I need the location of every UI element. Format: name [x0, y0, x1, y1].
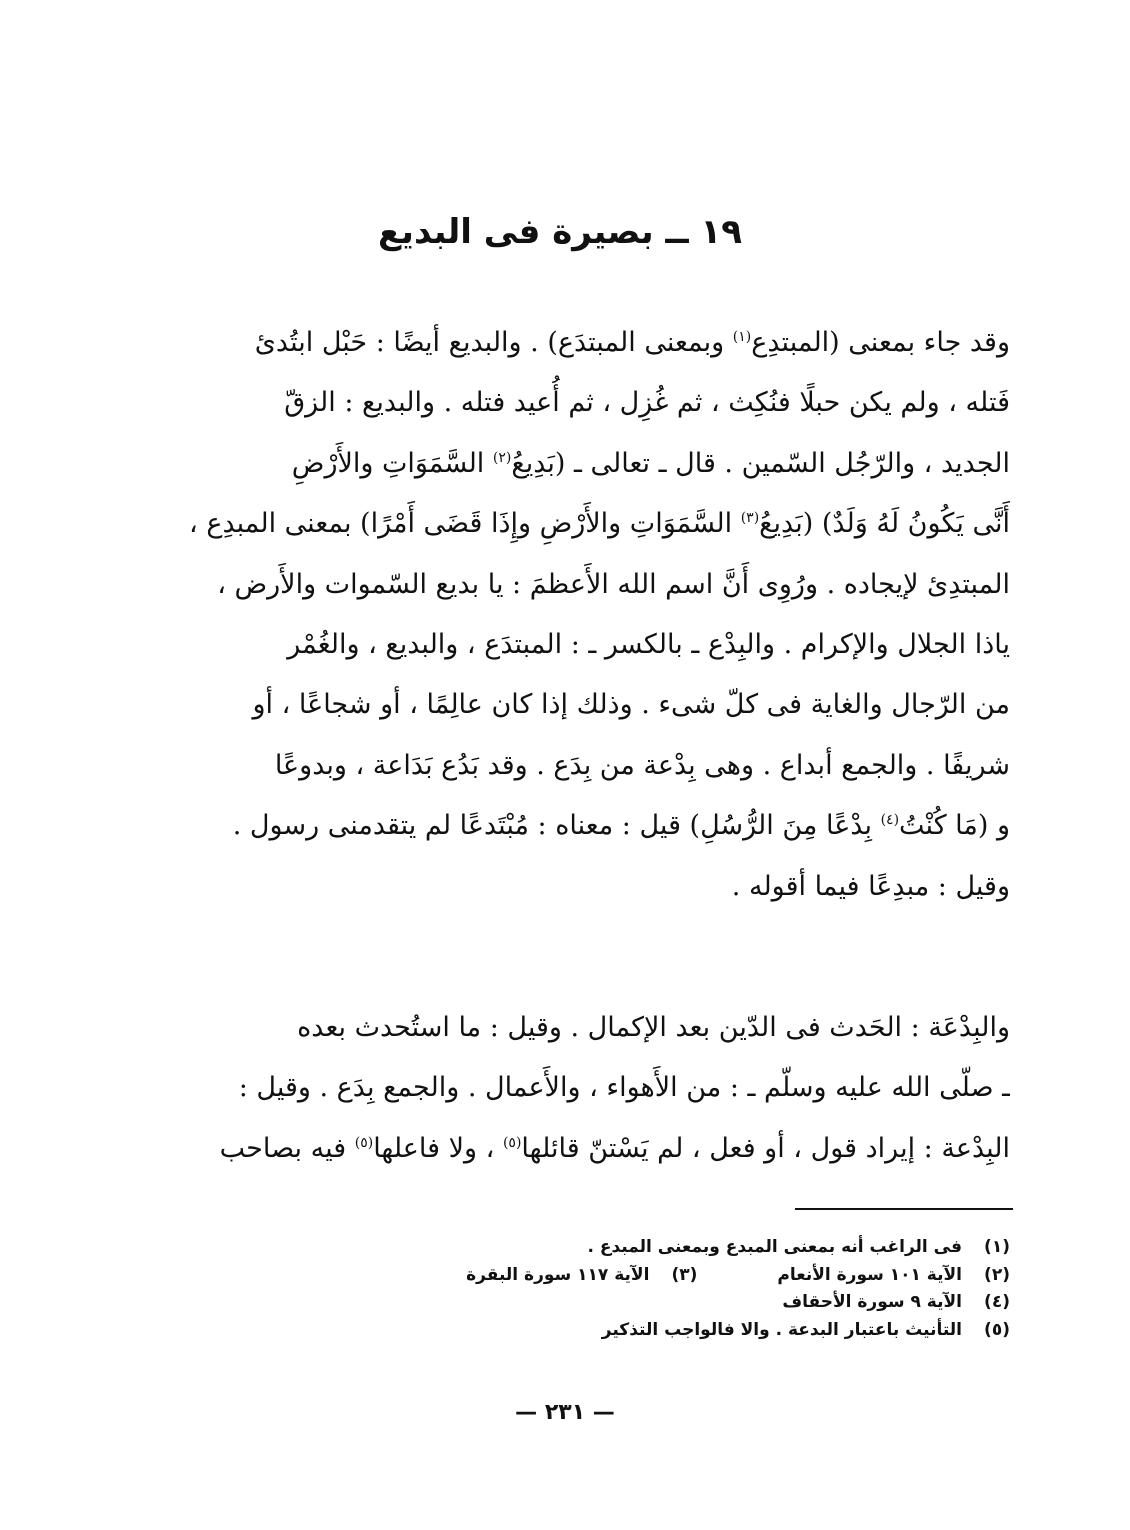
text-line: [158, 675, 1010, 735]
footnote: [290, 1289, 1010, 1317]
footnote-reference: (١): [732, 329, 752, 345]
text-segment: وقد جاء بمعنى (المبتدِع: [751, 327, 1010, 358]
text-segment: البِدْعة : إيراد قول ، أو فعل ، لم يَسْتنّ قائلها: [521, 1132, 1010, 1164]
text-line: [158, 857, 1010, 917]
text-segment: وبمعنى المبتدَع) . والبديع أيضًا : حَبْل ابتُدئ: [254, 327, 733, 358]
text-segment: فَتله ، ولم يكن حبلًا فنُكِث ، ثم غُزِل ، ثم أُعيد فتله . والبديع : الزقّ: [284, 387, 1010, 419]
footnote: [290, 1234, 1010, 1262]
footnote-number: (١): [984, 1237, 1010, 1257]
text-segment: المبتدِئ لإيجاده . ورُوِى أَنَّ اسم الله الأَعظمَ : يا بديع السّموات والأَرض ،: [217, 568, 1010, 600]
text-segment: أَنَّى يَكُونُ لَهُ وَلَدٌ) (بَدِيعُ: [759, 508, 1010, 540]
footnote-reference: (٥): [502, 1134, 522, 1151]
footnote-number: (٢): [984, 1264, 1010, 1285]
text-line: [158, 736, 1010, 796]
text-segment: الجديد ، والرّجُل السّمين . قال ـ تعالى ـ (بَدِيعُ: [511, 447, 1010, 479]
footnote-text: الآية ١١٧ سورة البقرة: [466, 1264, 650, 1285]
text-segment: ياذا الجلال والإكرام . والبِدْع ـ بالكسر ـ : المبتدَع ، والبديع ، والغُمْر: [287, 628, 1010, 660]
text-segment: من الرّجال والغاية فى كلّ شىء . وذلك إذا كان عالِمًا ، أو شجاعًا ، أو: [252, 689, 1010, 721]
text-segment: والبِدْعَة : الحَدث فى الدّين بعد الإكمال . وقيل : ما استُحدث بعده: [297, 1012, 1010, 1043]
text-segment: وقيل : مبدِعًا فيما أقوله .: [731, 870, 1010, 902]
paragraph-2: [158, 998, 1010, 1179]
text-line: [158, 796, 1010, 856]
footnote-text: فى الراغب أنه بمعنى المبدع وبمعنى المبدع .: [587, 1237, 962, 1257]
section-heading: ١٩ ــ بصيرة فى البديع: [377, 212, 743, 252]
footnote-text: التأنيث باعتبار البدعة . والا فالواجب التذكير: [601, 1319, 962, 1340]
text-line: [158, 373, 1010, 433]
footnote-text: الآية ١٠١ سورة الأنعام: [777, 1264, 962, 1285]
text-line: [158, 434, 1010, 494]
text-line: [158, 615, 1010, 675]
text-segment: السَّمَوَاتِ والأَرْضِ: [291, 447, 493, 479]
text-segment: بِدْعًا مِنَ الرُّسُلِ) قيل : معناه : مُبْتَدعًا لم يتقدمنى رسول .: [232, 810, 881, 842]
footnote: [290, 1262, 1010, 1290]
footnote-separator: [795, 1208, 1013, 1210]
footnote-number: (٥): [984, 1319, 1010, 1340]
footnotes: [290, 1234, 1010, 1344]
text-line: [158, 313, 1010, 373]
text-segment: شريفًا . والجمع أبداع . وهى بِدْعة من بِدَع . وقد بَدُع بَدَاعة ، وبدوعًا: [274, 749, 1010, 781]
text-line: [158, 1119, 1010, 1179]
footnote-number: (٣): [671, 1264, 698, 1285]
footnote-reference: (٥): [354, 1134, 374, 1151]
footnote-reference: (٢): [492, 449, 512, 466]
footnote-number: (٤): [984, 1292, 1010, 1312]
footnote-text: الآية ٩ سورة الأحقاف: [782, 1292, 962, 1312]
text-line: [158, 494, 1010, 554]
text-line: [158, 1058, 1010, 1118]
text-segment: ـ صلّى الله عليه وسلّم ـ : من الأَهواء ، والأَعمال . والجمع بِدَع . وقيل :: [238, 1072, 1010, 1104]
footnote-reference: (٤): [880, 812, 900, 829]
text-segment: فيه بصاحب: [219, 1132, 355, 1164]
text-line: [158, 998, 1010, 1058]
text-segment: السَّمَوَاتِ والأَرْضِ وإِذَا قَضَى أَمْرًا) بمعنى المبدِع ،: [189, 508, 741, 540]
page-number: — ٢٣١ —: [515, 1400, 615, 1425]
text-segment: ، ولا فاعلها: [373, 1132, 503, 1164]
text-line: [158, 555, 1010, 615]
paragraph-1: [158, 313, 1010, 917]
text-segment: و (مَا كُنْتُ: [899, 810, 1010, 842]
footnote: [290, 1317, 1010, 1345]
footnote-reference: (٣): [740, 510, 760, 527]
